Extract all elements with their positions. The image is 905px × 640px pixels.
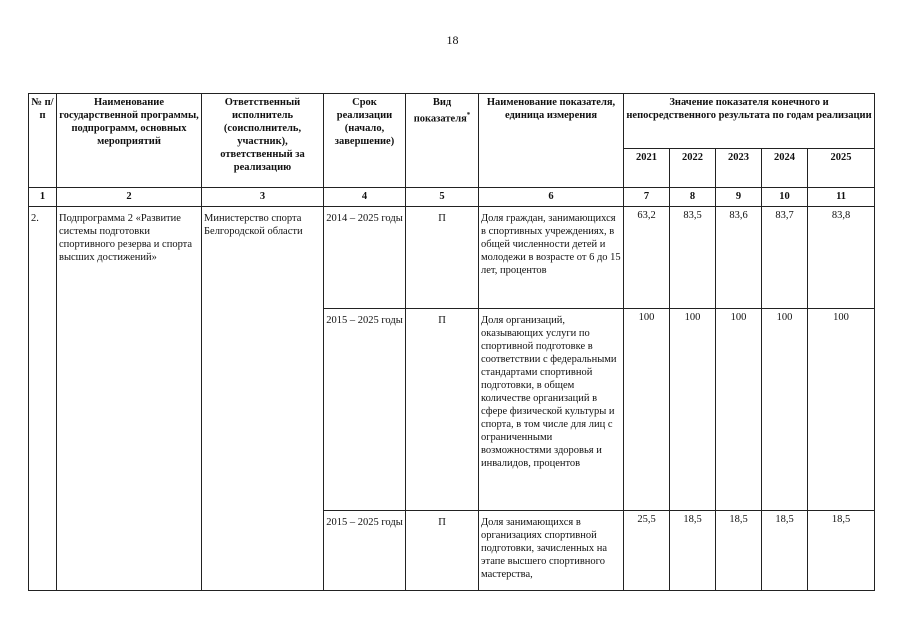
header-row-1 <box>29 94 875 149</box>
header-year-2022: 2022 <box>670 149 716 188</box>
header-year-2025: 2025 <box>808 149 875 188</box>
column-number: 10 <box>762 188 808 207</box>
value-2025: 100 <box>808 309 875 511</box>
indicator-period: 2015 – 2025 годы <box>324 511 406 591</box>
page-number: 18 <box>446 33 459 47</box>
header-indicator-name: Наименование показателя, единица измерения <box>479 94 624 188</box>
header-values-group: Значение показателя конечного и непосредственного результата по годам реализации <box>624 94 875 149</box>
header-year-2024: 2024 <box>762 149 808 188</box>
value-2024: 83,7 <box>762 207 808 309</box>
value-2025: 18,5 <box>808 511 875 591</box>
column-number: 1 <box>29 188 57 207</box>
value-2021: 100 <box>624 309 670 511</box>
row-number: 2. <box>29 207 57 591</box>
header-year-2021: 2021 <box>624 149 670 188</box>
value-2024: 18,5 <box>762 511 808 591</box>
indicator-type: П <box>406 511 479 591</box>
column-number: 2 <box>57 188 202 207</box>
indicator-name: Доля организаций, оказывающих услуги по спортивной подготовке в соответствии с федеральными стандартами спортивной подготовки, в общем количестве организаций в сфере физической культуры и спорта, в том числе для лиц с ограниченными возможностями здоровья и инвалидов, процентов <box>479 309 624 511</box>
value-2023: 100 <box>716 309 762 511</box>
value-2022: 83,5 <box>670 207 716 309</box>
indicator-name: Доля граждан, занимающихся в спортивных учреждениях, в общей численности детей и молодежи в возрасте от 6 до 15 лет, процентов <box>479 207 624 309</box>
column-number: 6 <box>479 188 624 207</box>
table-row <box>29 207 875 309</box>
executor-name: Министерство спорта Белгородской области <box>202 207 324 591</box>
value-2021: 25,5 <box>624 511 670 591</box>
value-2022: 18,5 <box>670 511 716 591</box>
column-number: 4 <box>324 188 406 207</box>
header-num: № п/п <box>29 94 57 188</box>
indicator-name: Доля занимающихся в организациях спортивной подготовки, зачисленных на этапе высшего спортивного мастерства, <box>479 511 624 591</box>
subprogram-name: Подпрограмма 2 «Развитие системы подготовки спортивного резерва и спорта высших достижений» <box>57 207 202 591</box>
header-period: Срок реализации (начало, завершение) <box>324 94 406 188</box>
indicator-type: П <box>406 207 479 309</box>
indicators-table <box>28 93 875 591</box>
indicator-period: 2014 – 2025 годы <box>324 207 406 309</box>
column-number: 8 <box>670 188 716 207</box>
value-2021: 63,2 <box>624 207 670 309</box>
indicator-period: 2015 – 2025 годы <box>324 309 406 511</box>
header-program-name: Наименование государственной программы, подпрограмм, основных мероприятий <box>57 94 202 188</box>
header-executor: Ответственный исполнитель (соисполнитель, участник), ответственный за реализацию <box>202 94 324 188</box>
header-indicator-type: Вид показателя* <box>406 94 479 188</box>
value-2025: 83,8 <box>808 207 875 309</box>
value-2023: 18,5 <box>716 511 762 591</box>
header-year-2023: 2023 <box>716 149 762 188</box>
column-number: 3 <box>202 188 324 207</box>
value-2024: 100 <box>762 309 808 511</box>
column-number: 11 <box>808 188 875 207</box>
column-number: 5 <box>406 188 479 207</box>
column-numbers-row <box>29 188 875 207</box>
column-number: 9 <box>716 188 762 207</box>
value-2022: 100 <box>670 309 716 511</box>
value-2023: 83,6 <box>716 207 762 309</box>
indicator-type: П <box>406 309 479 511</box>
column-number: 7 <box>624 188 670 207</box>
